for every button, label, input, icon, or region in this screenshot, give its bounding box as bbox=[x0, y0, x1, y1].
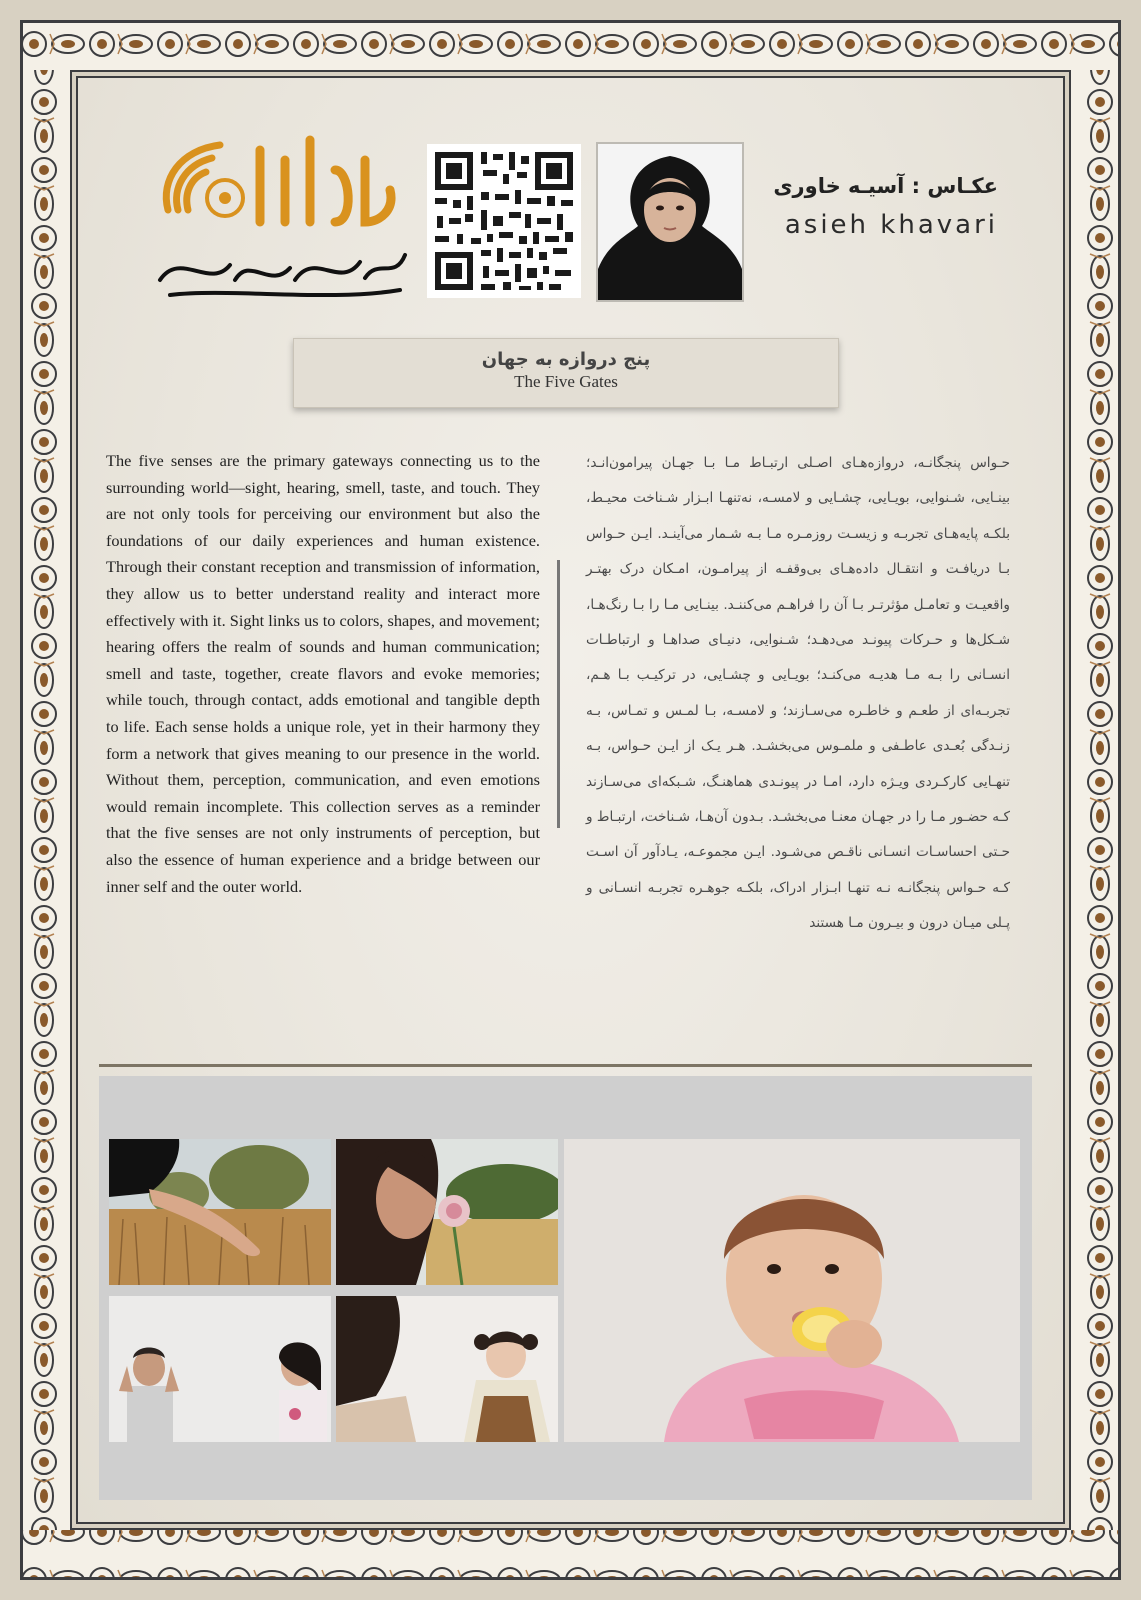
description-en: The five senses are the primary gateways connecting us to the surrounding world—sight, hearing, smell, taste, and touch. They are not only tools for perceiving our environment but also the foundations of our daily experiences and human existence. Through their constant reception and transmission of information, they allow us to better understand reality and interact more effectively with it. Sight links us to colors, shapes, and movement; hearing offers the realm of sounds and human communication; smell and taste, together, create flavors and evoke memories; while touch, through contact, adds emotional and tangible depth to life. Each sense holds a unique role, yet in their harmony they form a network that gives meaning to our presence in the world. Without them, perception, communication, and even emotions would remain incomplete. This collection serves as a reminder that the five senses are not only instruments of perception, but also the essence of human experience and a bridge between our inner self and the outer world. bbox=[106, 451, 540, 896]
portrait-photo-icon bbox=[598, 144, 742, 300]
title-fa: پنج دروازه به جهان bbox=[481, 349, 651, 370]
qr-code[interactable] bbox=[427, 144, 581, 298]
baby-lemon-photo-icon bbox=[564, 1139, 1020, 1442]
description-fa: حـواس پنجگانـه، دروازه‌هـای اصـلی ارتبـاط مـا بـا جهـان پیرامون‌انـد؛ بینـایی، شـنوایی، بویـایی، چشـایی و لامسـه، نه‌تنهـا ابـزار شـناخت محیـط، بلکـه پایه‌هـای تجربـه و زیسـت روزمـره مـا بـه شـمار می‌آینـد. ایـن حـواس بـا دریافـت و انتقـال داده‌هـای بی‌وقفـه از پیرامـون، امـکان درک بهتـر واقعیـت و تعامـل مؤثرتـر بـا آن را فراهـم می‌کننـد. بینـایی مـا را بـا رنگ‌هـا، شـکل‌ها و حـرکات پیونـد می‌دهـد؛ شـنوایی، دنیـای صداهـا و ارتباطـات انسـانی را بـه مـا هدیـه می‌کنـد؛ بویـایی و چشـایی، در ترکیـب بـا هـم، تجربـه‌ای از طعـم و خاطـره می‌سـازند؛ و لامسـه، بـا لمـس و تمـاس، بـه زنـدگی بُعـدی عاطـفی و ملمـوس می‌بخشـد. هـر یـک از ایـن حـواس، بـه تنهـایی کارکـردی ویـژه دارد، امـا در پیونـدی هماهنـگ، شـبکه‌ای می‌سـازند کـه حضـور مـا را در جهـان معنـا می‌بخشـد. بـدون آن‌هـا، شـناخت، ارتبـاط و حـتی احساسـات انسـانی ناقـص می‌شـود. ایـن مجموعـه، یـادآور آن اسـت کـه حـواس پنجگانـه نـه تنهـا ابـزار ادراک، بلکـه جوهـره تجربـه انسـانی و پـلی میـان درون و بیـرون مـا هستند bbox=[586, 455, 1010, 932]
photographer-name-fa: عکـاس : آسیـه خاوری bbox=[773, 174, 998, 198]
photo-touch-wheat bbox=[109, 1139, 331, 1285]
photographer-name-en: asieh khavari bbox=[784, 210, 998, 240]
column-divider bbox=[557, 560, 560, 828]
logo-emblem-icon bbox=[150, 130, 412, 310]
qr-code-icon bbox=[427, 144, 581, 298]
photo-taste-lemon bbox=[564, 1139, 1020, 1442]
children-photo-icon bbox=[109, 1296, 331, 1442]
gallery-divider bbox=[99, 1064, 1032, 1067]
photographer-portrait bbox=[596, 142, 744, 302]
photo-hearing-children bbox=[109, 1296, 331, 1442]
photo-sight-mirror bbox=[336, 1296, 558, 1442]
photo-smell-rose bbox=[336, 1139, 558, 1285]
title-box bbox=[293, 338, 839, 408]
title-en: The Five Gates bbox=[514, 372, 618, 391]
darolfonoon-logo bbox=[150, 130, 412, 310]
wheat-field-photo-icon bbox=[109, 1139, 331, 1285]
mirror-photo-icon bbox=[336, 1296, 558, 1442]
rose-photo-icon bbox=[336, 1139, 558, 1285]
